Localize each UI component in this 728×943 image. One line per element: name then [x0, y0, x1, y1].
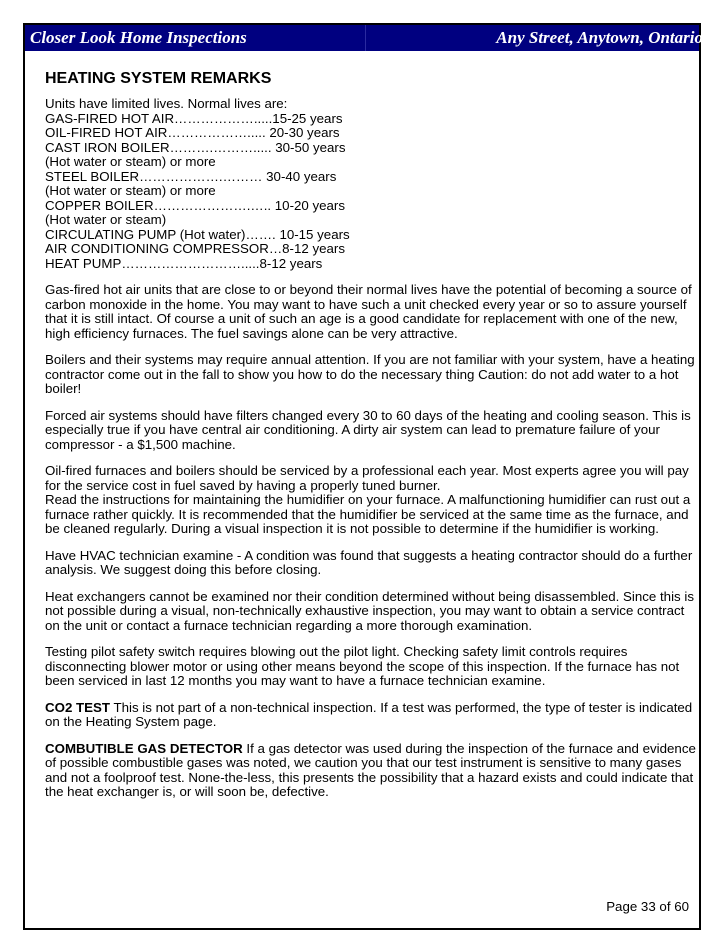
paragraph-co2-test	[45, 701, 697, 730]
company-address: Any Street, Anytown, Ontario	[496, 28, 703, 47]
lifespan-list	[45, 97, 697, 271]
paragraph-text: Boilers and their systems may require annual attention. If you are not familiar with your system, have a heating contractor come out in the fall to show you how to do the necessary thing Caution: do not add water to a hot boiler!	[45, 352, 695, 396]
lifespan-line: COPPER BOILER………………….….. 10-20 years	[45, 197, 345, 213]
page-number: Page 33 of 60	[606, 899, 689, 914]
lifespan-line: CIRCULATING PUMP (Hot water)……. 10-15 years	[45, 226, 350, 242]
lifespan-line: (Hot water or steam) or more	[45, 183, 216, 198]
paragraph-text: Heat exchangers cannot be examined nor their condition determined without being disassembled. Since this is not possible during a visual, non-technically exhaustive inspection, you may want to obtain a service contract on the unit or contact a furnace technician regarding a more thorough examination.	[45, 588, 694, 633]
lifespan-line: (Hot water or steam)	[45, 212, 167, 227]
report-content	[45, 70, 697, 800]
paragraph-gas-detector	[45, 742, 697, 800]
lifespan-line: OIL-FIRED HOT AIR………………..... 20-30 years	[45, 125, 340, 140]
lifespan-line: Units have limited lives. Normal lives are:	[45, 96, 288, 111]
lifespan-line: GAS-FIRED HOT AIR……………….....15-25 years	[45, 110, 343, 126]
lifespan-line: CAST IRON BOILER……….………..... 30-50 years	[45, 139, 346, 155]
header-divider	[365, 25, 366, 51]
gas-detector-label: COMBUTIBLE GAS DETECTOR	[45, 740, 243, 756]
paragraph-humidifier: Read the instructions for maintaining the humidifier on your furnace. A malfunctioning humidifier can rust out a furnace rather quickly. It is recommended that the humidifier be serviced at the same time as the furnace, and be cleaned regularly. During a visual inspection it is not possible to determine if the humidifier is working.	[45, 492, 691, 536]
page-header	[25, 25, 703, 51]
paragraph-hvac	[45, 549, 697, 578]
paragraph-pilot	[45, 645, 697, 689]
paragraph-text	[45, 742, 697, 800]
paragraph-text	[45, 701, 697, 730]
paragraph-boilers	[45, 353, 697, 397]
paragraph-text: Oil-fired furnaces and boilers should be serviced by a professional each year. Most experts agree you will pay for the service cost in fuel saved by having a properly tuned burner.	[45, 463, 689, 493]
lifespan-line: HEAT PUMP……………………….....8-12 years	[45, 255, 323, 271]
company-name: Closer Look Home Inspections	[30, 28, 247, 47]
section-title: HEATING SYSTEM REMARKS	[45, 70, 272, 87]
paragraph-text: Have HVAC technician examine - A condition was found that suggests a heating contractor should do a further analysis. We suggest doing this before closing.	[45, 547, 693, 577]
paragraph-text: Testing pilot safety switch requires blowing out the pilot light. Checking safety limit controls requires disconnecting blower motor or using other means beyond the scope of this inspection. If the furnace has not been serviced in last 12 months you may want to have a furnace technician examine.	[45, 644, 680, 688]
paragraph-oil-fired	[45, 464, 697, 537]
lifespan-line: STEEL BOILER……………….……… 30-40 years	[45, 168, 337, 184]
paragraph-gas-fired	[45, 283, 697, 341]
co2-test-text: This is not part of a non-technical inspection. If a test was performed, the type of tester is indicated on the Heating System page.	[45, 699, 693, 729]
lifespan-line: (Hot water or steam) or more	[45, 154, 216, 169]
lifespan-line: AIR CONDITIONING COMPRESSOR…8-12 years	[45, 241, 345, 256]
paragraph-text: Forced air systems should have filters changed every 30 to 60 days of the heating and cooling season. This is especially true if you have central air conditioning. A dirty air system can lead to premature failure of your compressor - a $1,500 machine.	[45, 407, 691, 452]
paragraph-heat-exchangers	[45, 590, 697, 634]
paragraph-text: Gas-fired hot air units that are close to or beyond their normal lives have the potential of becoming a source of carbon monoxide in the home. You may want to have such a unit checked every year or so to assure yourself that it is still intact. Of course a unit of such an age is a good candidate for replacement with one of the new, high efficiency furnaces. The fuel savings alone can be very attractive.	[45, 282, 692, 341]
gas-detector-text: If a gas detector was used during the inspection of the furnace and evidence of possible combustible gases was noted, we caution you that our test instrument is sensitive to many gases and not a foolproof test. None-the-less, this presents the possibility that a hazard exists and could indicate that the heat exchanger is, or will soon be, defective.	[45, 740, 696, 799]
paragraph-forced-air	[45, 409, 697, 453]
co2-test-label: CO2 TEST	[45, 699, 111, 715]
